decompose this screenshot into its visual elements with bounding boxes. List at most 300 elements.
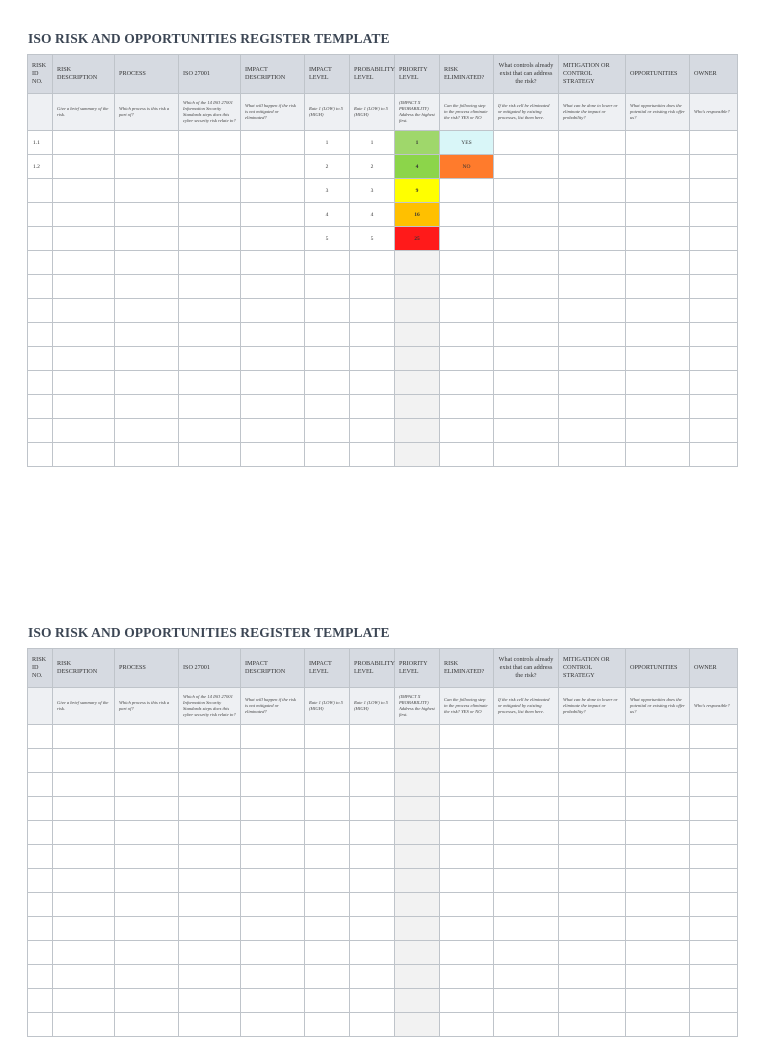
- cell-process[interactable]: [115, 773, 179, 797]
- cell-impact-level[interactable]: [305, 1013, 350, 1037]
- cell-impact-level[interactable]: [305, 773, 350, 797]
- cell-impact-level[interactable]: [305, 845, 350, 869]
- cell-priority-level[interactable]: [395, 443, 440, 467]
- cell-priority-level[interactable]: [395, 869, 440, 893]
- cell-risk-description[interactable]: [53, 395, 115, 419]
- cell-risk-description[interactable]: [53, 989, 115, 1013]
- cell-risk-eliminated[interactable]: [440, 773, 494, 797]
- cell-process[interactable]: [115, 965, 179, 989]
- cell-risk-description[interactable]: [53, 725, 115, 749]
- cell-iso-27001[interactable]: [179, 419, 241, 443]
- cell-priority-level[interactable]: 16: [395, 203, 440, 227]
- cell-existing-controls[interactable]: [494, 179, 559, 203]
- cell-iso-27001[interactable]: [179, 395, 241, 419]
- cell-probability-level[interactable]: [350, 275, 395, 299]
- cell-existing-controls[interactable]: [494, 275, 559, 299]
- cell-process[interactable]: [115, 821, 179, 845]
- cell-impact-description[interactable]: [241, 893, 305, 917]
- cell-process[interactable]: [115, 419, 179, 443]
- cell-priority-level[interactable]: [395, 347, 440, 371]
- cell-priority-level[interactable]: [395, 773, 440, 797]
- cell-impact-description[interactable]: [241, 941, 305, 965]
- cell-owner[interactable]: [690, 395, 738, 419]
- cell-priority-level[interactable]: [395, 917, 440, 941]
- cell-existing-controls[interactable]: [494, 725, 559, 749]
- cell-iso-27001[interactable]: [179, 323, 241, 347]
- cell-mitigation-strategy[interactable]: [559, 893, 626, 917]
- cell-owner[interactable]: [690, 371, 738, 395]
- cell-priority-level[interactable]: [395, 845, 440, 869]
- cell-priority-level[interactable]: [395, 941, 440, 965]
- cell-risk-id[interactable]: [28, 893, 53, 917]
- cell-risk-description[interactable]: [53, 845, 115, 869]
- cell-mitigation-strategy[interactable]: [559, 821, 626, 845]
- cell-impact-description[interactable]: [241, 323, 305, 347]
- cell-owner[interactable]: [690, 1013, 738, 1037]
- cell-opportunities[interactable]: [626, 179, 690, 203]
- cell-risk-description[interactable]: [53, 251, 115, 275]
- cell-mitigation-strategy[interactable]: [559, 179, 626, 203]
- cell-priority-level[interactable]: [395, 749, 440, 773]
- cell-existing-controls[interactable]: [494, 131, 559, 155]
- cell-risk-eliminated[interactable]: [440, 869, 494, 893]
- cell-mitigation-strategy[interactable]: [559, 371, 626, 395]
- cell-risk-description[interactable]: [53, 869, 115, 893]
- cell-iso-27001[interactable]: [179, 845, 241, 869]
- cell-risk-eliminated[interactable]: [440, 941, 494, 965]
- cell-impact-level[interactable]: [305, 989, 350, 1013]
- cell-risk-id[interactable]: [28, 371, 53, 395]
- cell-mitigation-strategy[interactable]: [559, 419, 626, 443]
- cell-iso-27001[interactable]: [179, 179, 241, 203]
- cell-process[interactable]: [115, 893, 179, 917]
- cell-opportunities[interactable]: [626, 965, 690, 989]
- cell-owner[interactable]: [690, 347, 738, 371]
- cell-opportunities[interactable]: [626, 443, 690, 467]
- cell-process[interactable]: [115, 725, 179, 749]
- cell-existing-controls[interactable]: [494, 845, 559, 869]
- cell-owner[interactable]: [690, 203, 738, 227]
- cell-iso-27001[interactable]: [179, 965, 241, 989]
- cell-probability-level[interactable]: 4: [350, 203, 395, 227]
- cell-probability-level[interactable]: [350, 443, 395, 467]
- cell-owner[interactable]: [690, 725, 738, 749]
- cell-impact-description[interactable]: [241, 203, 305, 227]
- cell-impact-level[interactable]: 2: [305, 155, 350, 179]
- cell-probability-level[interactable]: [350, 347, 395, 371]
- cell-opportunities[interactable]: [626, 797, 690, 821]
- cell-risk-description[interactable]: [53, 893, 115, 917]
- cell-impact-description[interactable]: [241, 773, 305, 797]
- cell-existing-controls[interactable]: [494, 869, 559, 893]
- cell-process[interactable]: [115, 443, 179, 467]
- cell-existing-controls[interactable]: [494, 419, 559, 443]
- cell-iso-27001[interactable]: [179, 371, 241, 395]
- cell-risk-eliminated[interactable]: [440, 965, 494, 989]
- cell-risk-eliminated[interactable]: [440, 845, 494, 869]
- cell-risk-eliminated[interactable]: [440, 395, 494, 419]
- cell-existing-controls[interactable]: [494, 1013, 559, 1037]
- cell-risk-description[interactable]: [53, 323, 115, 347]
- cell-mitigation-strategy[interactable]: [559, 131, 626, 155]
- cell-iso-27001[interactable]: [179, 251, 241, 275]
- cell-opportunities[interactable]: [626, 347, 690, 371]
- cell-process[interactable]: [115, 749, 179, 773]
- cell-existing-controls[interactable]: [494, 347, 559, 371]
- cell-impact-description[interactable]: [241, 131, 305, 155]
- cell-risk-id[interactable]: [28, 845, 53, 869]
- cell-priority-level[interactable]: [395, 299, 440, 323]
- cell-mitigation-strategy[interactable]: [559, 725, 626, 749]
- cell-impact-level[interactable]: [305, 443, 350, 467]
- cell-risk-id[interactable]: [28, 989, 53, 1013]
- cell-mitigation-strategy[interactable]: [559, 323, 626, 347]
- cell-existing-controls[interactable]: [494, 227, 559, 251]
- cell-probability-level[interactable]: [350, 821, 395, 845]
- cell-impact-description[interactable]: [241, 227, 305, 251]
- cell-risk-id[interactable]: [28, 941, 53, 965]
- cell-probability-level[interactable]: [350, 845, 395, 869]
- cell-risk-id[interactable]: [28, 395, 53, 419]
- cell-existing-controls[interactable]: [494, 749, 559, 773]
- cell-priority-level[interactable]: [395, 371, 440, 395]
- cell-risk-eliminated[interactable]: [440, 323, 494, 347]
- cell-priority-level[interactable]: [395, 1013, 440, 1037]
- cell-existing-controls[interactable]: [494, 773, 559, 797]
- cell-process[interactable]: [115, 179, 179, 203]
- cell-existing-controls[interactable]: [494, 443, 559, 467]
- cell-owner[interactable]: [690, 443, 738, 467]
- cell-iso-27001[interactable]: [179, 725, 241, 749]
- cell-iso-27001[interactable]: [179, 893, 241, 917]
- cell-impact-level[interactable]: [305, 797, 350, 821]
- cell-risk-eliminated[interactable]: [440, 443, 494, 467]
- cell-impact-description[interactable]: [241, 1013, 305, 1037]
- cell-priority-level[interactable]: [395, 323, 440, 347]
- cell-risk-id[interactable]: [28, 821, 53, 845]
- cell-probability-level[interactable]: [350, 749, 395, 773]
- cell-impact-description[interactable]: [241, 749, 305, 773]
- cell-existing-controls[interactable]: [494, 821, 559, 845]
- cell-priority-level[interactable]: [395, 965, 440, 989]
- cell-risk-description[interactable]: [53, 941, 115, 965]
- cell-risk-eliminated[interactable]: [440, 179, 494, 203]
- cell-opportunities[interactable]: [626, 395, 690, 419]
- cell-existing-controls[interactable]: [494, 893, 559, 917]
- cell-impact-description[interactable]: [241, 821, 305, 845]
- cell-mitigation-strategy[interactable]: [559, 395, 626, 419]
- cell-mitigation-strategy[interactable]: [559, 965, 626, 989]
- cell-impact-description[interactable]: [241, 251, 305, 275]
- cell-iso-27001[interactable]: [179, 1013, 241, 1037]
- cell-probability-level[interactable]: [350, 251, 395, 275]
- cell-risk-eliminated[interactable]: [440, 251, 494, 275]
- cell-risk-description[interactable]: [53, 131, 115, 155]
- cell-mitigation-strategy[interactable]: [559, 203, 626, 227]
- cell-mitigation-strategy[interactable]: [559, 749, 626, 773]
- cell-opportunities[interactable]: [626, 917, 690, 941]
- cell-owner[interactable]: [690, 275, 738, 299]
- cell-opportunities[interactable]: [626, 275, 690, 299]
- cell-impact-description[interactable]: [241, 275, 305, 299]
- cell-risk-description[interactable]: [53, 299, 115, 323]
- cell-probability-level[interactable]: [350, 965, 395, 989]
- cell-process[interactable]: [115, 989, 179, 1013]
- cell-mitigation-strategy[interactable]: [559, 917, 626, 941]
- cell-risk-eliminated[interactable]: NO: [440, 155, 494, 179]
- cell-priority-level[interactable]: [395, 893, 440, 917]
- cell-opportunities[interactable]: [626, 869, 690, 893]
- cell-mitigation-strategy[interactable]: [559, 989, 626, 1013]
- cell-iso-27001[interactable]: [179, 917, 241, 941]
- cell-risk-description[interactable]: [53, 1013, 115, 1037]
- cell-priority-level[interactable]: [395, 251, 440, 275]
- cell-iso-27001[interactable]: [179, 443, 241, 467]
- cell-risk-eliminated[interactable]: [440, 203, 494, 227]
- cell-opportunities[interactable]: [626, 893, 690, 917]
- cell-risk-description[interactable]: [53, 347, 115, 371]
- cell-probability-level[interactable]: [350, 989, 395, 1013]
- cell-impact-level[interactable]: [305, 869, 350, 893]
- cell-owner[interactable]: [690, 251, 738, 275]
- cell-impact-description[interactable]: [241, 155, 305, 179]
- cell-risk-id[interactable]: [28, 725, 53, 749]
- cell-owner[interactable]: [690, 917, 738, 941]
- cell-mitigation-strategy[interactable]: [559, 443, 626, 467]
- cell-iso-27001[interactable]: [179, 131, 241, 155]
- cell-process[interactable]: [115, 941, 179, 965]
- cell-impact-level[interactable]: [305, 251, 350, 275]
- cell-impact-level[interactable]: [305, 725, 350, 749]
- cell-process[interactable]: [115, 299, 179, 323]
- cell-opportunities[interactable]: [626, 725, 690, 749]
- cell-risk-eliminated[interactable]: [440, 1013, 494, 1037]
- cell-owner[interactable]: [690, 989, 738, 1013]
- cell-mitigation-strategy[interactable]: [559, 227, 626, 251]
- cell-opportunities[interactable]: [626, 323, 690, 347]
- cell-existing-controls[interactable]: [494, 797, 559, 821]
- cell-impact-level[interactable]: [305, 275, 350, 299]
- cell-owner[interactable]: [690, 749, 738, 773]
- cell-risk-id[interactable]: [28, 773, 53, 797]
- cell-risk-description[interactable]: [53, 965, 115, 989]
- cell-process[interactable]: [115, 203, 179, 227]
- cell-impact-level[interactable]: [305, 347, 350, 371]
- cell-iso-27001[interactable]: [179, 773, 241, 797]
- cell-risk-id[interactable]: [28, 251, 53, 275]
- cell-probability-level[interactable]: [350, 869, 395, 893]
- cell-priority-level[interactable]: [395, 989, 440, 1013]
- cell-probability-level[interactable]: [350, 371, 395, 395]
- cell-risk-eliminated[interactable]: [440, 989, 494, 1013]
- cell-risk-eliminated[interactable]: [440, 275, 494, 299]
- cell-owner[interactable]: [690, 797, 738, 821]
- cell-existing-controls[interactable]: [494, 203, 559, 227]
- cell-priority-level[interactable]: 25: [395, 227, 440, 251]
- cell-impact-level[interactable]: [305, 299, 350, 323]
- cell-owner[interactable]: [690, 419, 738, 443]
- cell-impact-level[interactable]: [305, 917, 350, 941]
- cell-process[interactable]: [115, 251, 179, 275]
- cell-priority-level[interactable]: [395, 725, 440, 749]
- cell-iso-27001[interactable]: [179, 275, 241, 299]
- cell-impact-description[interactable]: [241, 869, 305, 893]
- cell-risk-id[interactable]: [28, 917, 53, 941]
- cell-probability-level[interactable]: [350, 395, 395, 419]
- cell-risk-id[interactable]: [28, 443, 53, 467]
- cell-process[interactable]: [115, 371, 179, 395]
- cell-risk-id[interactable]: [28, 965, 53, 989]
- cell-risk-description[interactable]: [53, 203, 115, 227]
- cell-owner[interactable]: [690, 323, 738, 347]
- cell-iso-27001[interactable]: [179, 869, 241, 893]
- cell-probability-level[interactable]: [350, 419, 395, 443]
- cell-risk-eliminated[interactable]: [440, 227, 494, 251]
- cell-owner[interactable]: [690, 773, 738, 797]
- cell-probability-level[interactable]: [350, 773, 395, 797]
- cell-opportunities[interactable]: [626, 203, 690, 227]
- cell-impact-level[interactable]: [305, 965, 350, 989]
- cell-impact-level[interactable]: [305, 419, 350, 443]
- cell-probability-level[interactable]: [350, 797, 395, 821]
- cell-risk-eliminated[interactable]: [440, 725, 494, 749]
- cell-risk-id[interactable]: [28, 275, 53, 299]
- cell-iso-27001[interactable]: [179, 347, 241, 371]
- cell-priority-level[interactable]: 9: [395, 179, 440, 203]
- cell-risk-description[interactable]: [53, 821, 115, 845]
- cell-mitigation-strategy[interactable]: [559, 251, 626, 275]
- cell-impact-description[interactable]: [241, 797, 305, 821]
- cell-impact-description[interactable]: [241, 347, 305, 371]
- cell-owner[interactable]: [690, 869, 738, 893]
- cell-opportunities[interactable]: [626, 845, 690, 869]
- cell-risk-id[interactable]: [28, 347, 53, 371]
- cell-impact-description[interactable]: [241, 395, 305, 419]
- cell-impact-level[interactable]: 3: [305, 179, 350, 203]
- cell-iso-27001[interactable]: [179, 299, 241, 323]
- cell-process[interactable]: [115, 323, 179, 347]
- cell-owner[interactable]: [690, 821, 738, 845]
- cell-risk-description[interactable]: [53, 371, 115, 395]
- cell-impact-level[interactable]: [305, 749, 350, 773]
- cell-risk-description[interactable]: [53, 749, 115, 773]
- cell-probability-level[interactable]: [350, 299, 395, 323]
- cell-probability-level[interactable]: 1: [350, 131, 395, 155]
- cell-impact-description[interactable]: [241, 179, 305, 203]
- cell-process[interactable]: [115, 845, 179, 869]
- cell-risk-id[interactable]: [28, 323, 53, 347]
- cell-risk-id[interactable]: [28, 227, 53, 251]
- cell-opportunities[interactable]: [626, 773, 690, 797]
- cell-iso-27001[interactable]: [179, 749, 241, 773]
- cell-impact-description[interactable]: [241, 299, 305, 323]
- cell-existing-controls[interactable]: [494, 251, 559, 275]
- cell-impact-level[interactable]: 5: [305, 227, 350, 251]
- cell-risk-eliminated[interactable]: [440, 749, 494, 773]
- cell-opportunities[interactable]: [626, 131, 690, 155]
- cell-impact-description[interactable]: [241, 917, 305, 941]
- cell-impact-level[interactable]: [305, 893, 350, 917]
- cell-process[interactable]: [115, 869, 179, 893]
- cell-iso-27001[interactable]: [179, 989, 241, 1013]
- cell-impact-description[interactable]: [241, 725, 305, 749]
- cell-impact-level[interactable]: 1: [305, 131, 350, 155]
- cell-probability-level[interactable]: [350, 323, 395, 347]
- cell-mitigation-strategy[interactable]: [559, 941, 626, 965]
- cell-impact-description[interactable]: [241, 965, 305, 989]
- cell-priority-level[interactable]: [395, 275, 440, 299]
- cell-risk-id[interactable]: [28, 749, 53, 773]
- cell-owner[interactable]: [690, 965, 738, 989]
- cell-mitigation-strategy[interactable]: [559, 797, 626, 821]
- cell-opportunities[interactable]: [626, 749, 690, 773]
- cell-process[interactable]: [115, 347, 179, 371]
- cell-risk-id[interactable]: [28, 299, 53, 323]
- cell-mitigation-strategy[interactable]: [559, 155, 626, 179]
- cell-impact-level[interactable]: [305, 371, 350, 395]
- cell-mitigation-strategy[interactable]: [559, 299, 626, 323]
- cell-opportunities[interactable]: [626, 299, 690, 323]
- cell-risk-eliminated[interactable]: [440, 917, 494, 941]
- cell-opportunities[interactable]: [626, 989, 690, 1013]
- cell-risk-description[interactable]: [53, 179, 115, 203]
- cell-impact-description[interactable]: [241, 443, 305, 467]
- cell-priority-level[interactable]: 1: [395, 131, 440, 155]
- cell-mitigation-strategy[interactable]: [559, 773, 626, 797]
- cell-impact-level[interactable]: [305, 395, 350, 419]
- cell-probability-level[interactable]: [350, 1013, 395, 1037]
- cell-risk-id[interactable]: [28, 179, 53, 203]
- cell-owner[interactable]: [690, 131, 738, 155]
- cell-process[interactable]: [115, 797, 179, 821]
- cell-probability-level[interactable]: [350, 893, 395, 917]
- cell-risk-description[interactable]: [53, 797, 115, 821]
- cell-risk-id[interactable]: [28, 419, 53, 443]
- cell-risk-eliminated[interactable]: [440, 419, 494, 443]
- cell-process[interactable]: [115, 131, 179, 155]
- cell-iso-27001[interactable]: [179, 155, 241, 179]
- cell-risk-eliminated[interactable]: [440, 299, 494, 323]
- cell-probability-level[interactable]: [350, 725, 395, 749]
- cell-existing-controls[interactable]: [494, 965, 559, 989]
- cell-risk-id[interactable]: [28, 797, 53, 821]
- cell-existing-controls[interactable]: [494, 323, 559, 347]
- cell-opportunities[interactable]: [626, 941, 690, 965]
- cell-opportunities[interactable]: [626, 155, 690, 179]
- cell-probability-level[interactable]: [350, 941, 395, 965]
- cell-owner[interactable]: [690, 179, 738, 203]
- cell-existing-controls[interactable]: [494, 941, 559, 965]
- cell-existing-controls[interactable]: [494, 299, 559, 323]
- cell-risk-eliminated[interactable]: [440, 821, 494, 845]
- cell-owner[interactable]: [690, 227, 738, 251]
- cell-opportunities[interactable]: [626, 1013, 690, 1037]
- cell-probability-level[interactable]: [350, 917, 395, 941]
- cell-risk-id[interactable]: [28, 203, 53, 227]
- cell-priority-level[interactable]: [395, 797, 440, 821]
- cell-impact-level[interactable]: [305, 941, 350, 965]
- cell-iso-27001[interactable]: [179, 941, 241, 965]
- cell-risk-description[interactable]: [53, 419, 115, 443]
- cell-mitigation-strategy[interactable]: [559, 869, 626, 893]
- cell-opportunities[interactable]: [626, 371, 690, 395]
- cell-existing-controls[interactable]: [494, 989, 559, 1013]
- cell-opportunities[interactable]: [626, 821, 690, 845]
- cell-risk-id[interactable]: [28, 869, 53, 893]
- cell-iso-27001[interactable]: [179, 821, 241, 845]
- cell-mitigation-strategy[interactable]: [559, 347, 626, 371]
- cell-risk-description[interactable]: [53, 773, 115, 797]
